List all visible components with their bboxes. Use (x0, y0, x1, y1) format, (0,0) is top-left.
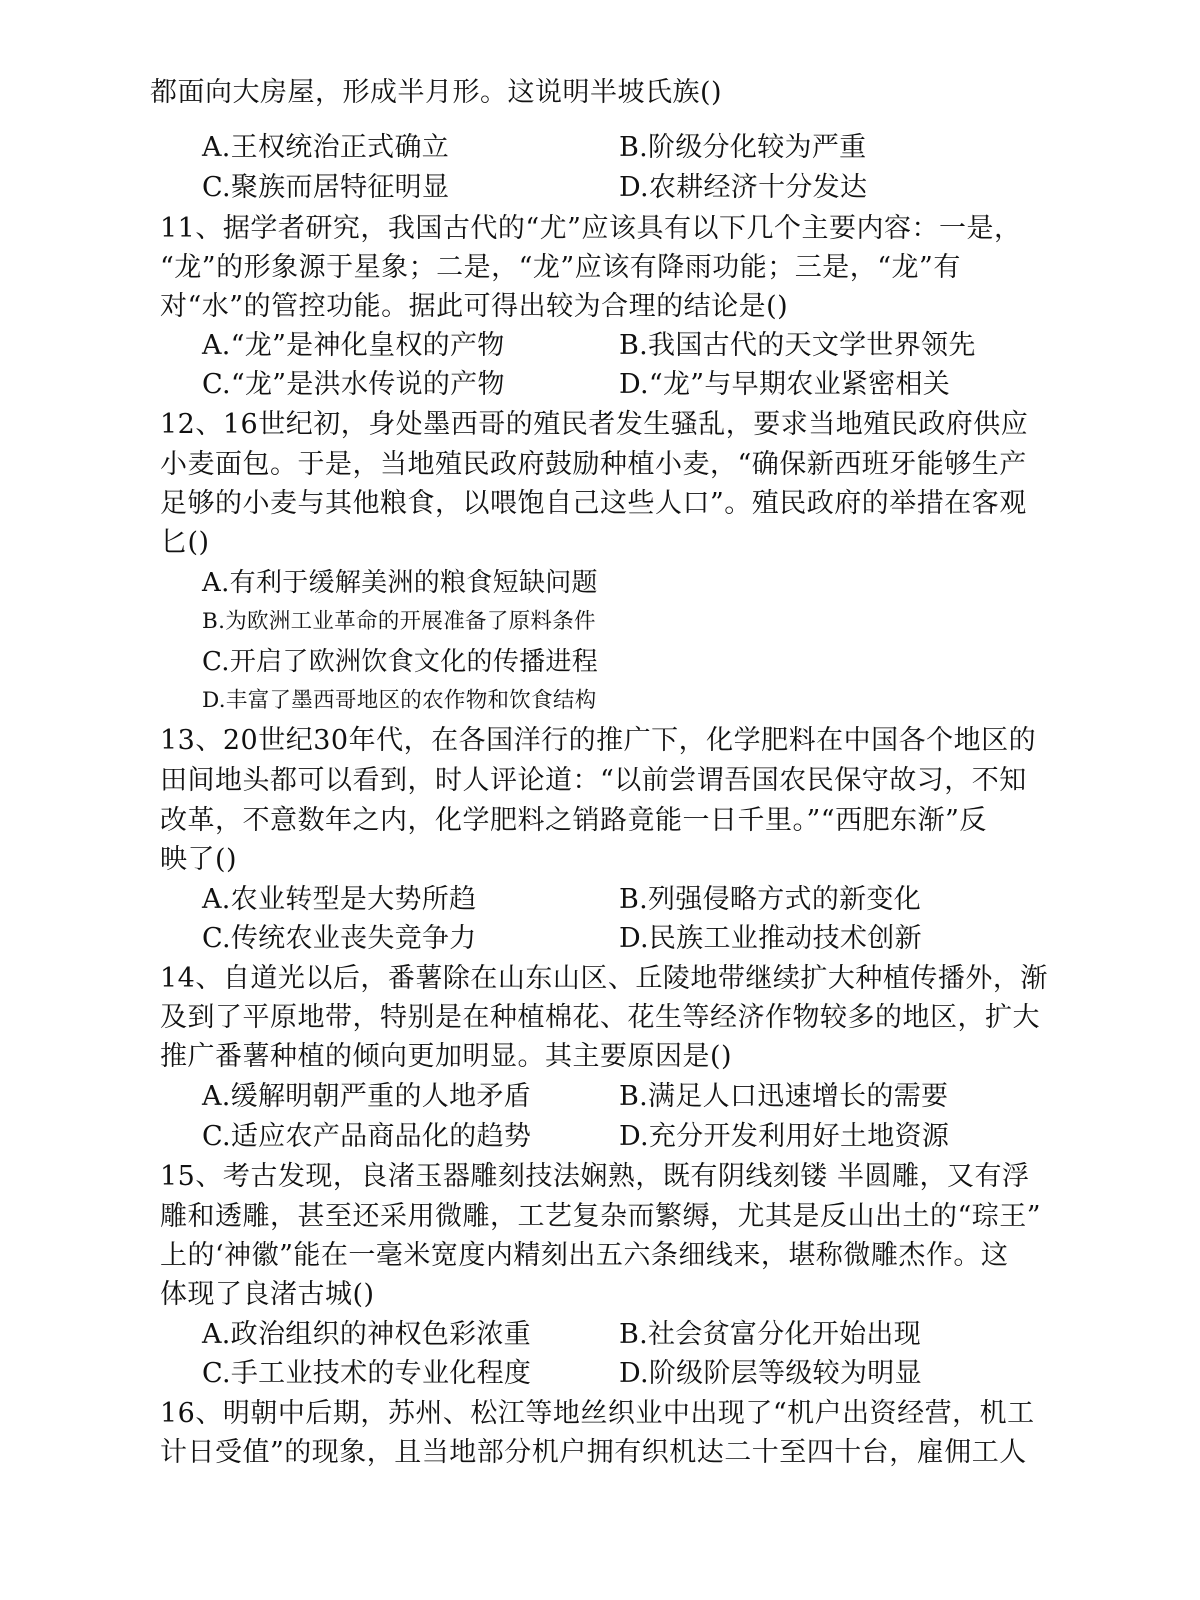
q15-stem-line-3: 上的‘神徽”能在一毫米宽度内精刻出五六条细线来，堪称微雕杰作。这 (160, 1240, 1009, 1271)
q14-option-c: C.适应农产品商品化的趋势 (202, 1121, 532, 1152)
q11-stem-line-3: 对“水”的管控功能。据此可得出较为合理的结论是() (160, 291, 789, 322)
q14-option-b: B.满足人口迅速增长的需要 (619, 1081, 949, 1112)
q12-option-b: B.为欧洲工业革命的开展准备了原料条件 (202, 609, 596, 634)
q14-stem-line-3: 推广番薯种植的倾向更加明显。其主要原因是() (160, 1041, 733, 1072)
q10-option-c: C.聚族而居特征明显 (202, 172, 450, 203)
q12-stem-line-4: 匕() (160, 527, 210, 558)
q11-option-c: C.“龙”是洪水传说的产物 (202, 369, 505, 400)
q13-option-a: A.农业转型是大势所趋 (202, 884, 477, 915)
q11-option-a: A.“龙”是神化皇权的产物 (202, 330, 505, 361)
q15-stem-line-1: 15、考古发现，良渚玉器雕刻技法娴熟，既有阴线刻镂 半圆雕，又有浮 (160, 1161, 1030, 1192)
q10-stem-line-1: 都面向大房屋，形成半月形。这说明半坡氏族() (150, 77, 723, 108)
q15-option-c: C.手工业技术的专业化程度 (202, 1358, 532, 1389)
q11-option-b: B.我国古代的天文学世界领先 (619, 330, 976, 361)
q10-option-a: A.王权统治正式确立 (202, 132, 450, 163)
q12-stem-line-2: 小麦面包。于是，当地殖民政府鼓励种植小麦，“确保新西班牙能够生产 (160, 449, 1027, 480)
q11-stem-line-2: “龙”的形象源于星象；二是，“龙”应该有降雨功能；三是，“龙”有 (160, 252, 961, 283)
q14-stem-line-2: 及到了平原地带，特别是在种植棉花、花生等经济作物较多的地区，扩大 (160, 1002, 1040, 1033)
q13-option-c: C.传统农业丧失竞争力 (202, 923, 477, 954)
q11-stem-line-1: 11、据学者研究，我国古代的“尤”应该具有以下几个主要内容：一是， (160, 213, 1022, 244)
q16-stem-line-1: 16、明朝中后期，苏州、松江等地丝织业中出现了“机户出资经营，机工 (160, 1398, 1035, 1429)
q14-option-a: A.缓解明朝严重的人地矛盾 (202, 1081, 531, 1112)
q11-option-d: D.“龙”与早期农业紧密相关 (619, 369, 951, 400)
q12-stem-line-3: 足够的小麦与其他粮食，以喂饱自己这些人口”。殖民政府的举措在客观 (160, 488, 1027, 519)
q10-option-b: B.阶级分化较为严重 (619, 132, 867, 163)
q14-option-d: D.充分开发利用好土地资源 (619, 1121, 950, 1152)
q15-stem-line-4: 体现了良渚古城() (160, 1279, 375, 1310)
q13-option-d: D.民族工业推动技术创新 (619, 923, 922, 954)
q10-option-d: D.农耕经济十分发达 (619, 172, 868, 203)
q15-option-b: B.社会贫富分化开始出现 (619, 1319, 922, 1350)
q13-stem-line-4: 映了() (160, 844, 238, 875)
q13-stem-line-1: 13、20世纪30年代，在各国洋行的推广下，化学肥料在中国各个地区的 (160, 725, 1037, 756)
q12-option-c: C.开启了欧洲饮食文化的传播进程 (202, 647, 599, 677)
q13-stem-line-2: 田间地头都可以看到，时人评论道：“以前尝谓吾国农民保守故习，不知 (160, 765, 1027, 796)
q15-stem-line-2: 雕和透雕，甚至还采用微雕，工艺复杂而繁缛，尤其是反山出土的“琮王” (160, 1201, 1042, 1232)
q12-stem-line-1: 12、16世纪初，身处墨西哥的殖民者发生骚乱，要求当地殖民政府供应 (160, 409, 1029, 440)
q14-stem-line-1: 14、自道光以后，番薯除在山东山区、丘陵地带继续扩大种植传播外，渐 (160, 963, 1048, 994)
q15-option-a: A.政治组织的神权色彩浓重 (202, 1319, 531, 1350)
q15-option-d: D.阶级阶层等级较为明显 (619, 1358, 922, 1389)
q13-stem-line-3: 改革，不意数年之内，化学肥料之销路竟能一日千里。”“西肥东渐”反 (160, 805, 987, 836)
q12-option-d: D.丰富了墨西哥地区的农作物和饮食结构 (202, 688, 597, 713)
q16-stem-line-2: 计日受值”的现象，且当地部分机户拥有织机达二十至四十台，雇佣工人 (160, 1437, 1027, 1468)
q12-option-a: A.有利于缓解美洲的粮食短缺问题 (202, 568, 598, 598)
q13-option-b: B.列强侵略方式的新变化 (619, 884, 922, 915)
